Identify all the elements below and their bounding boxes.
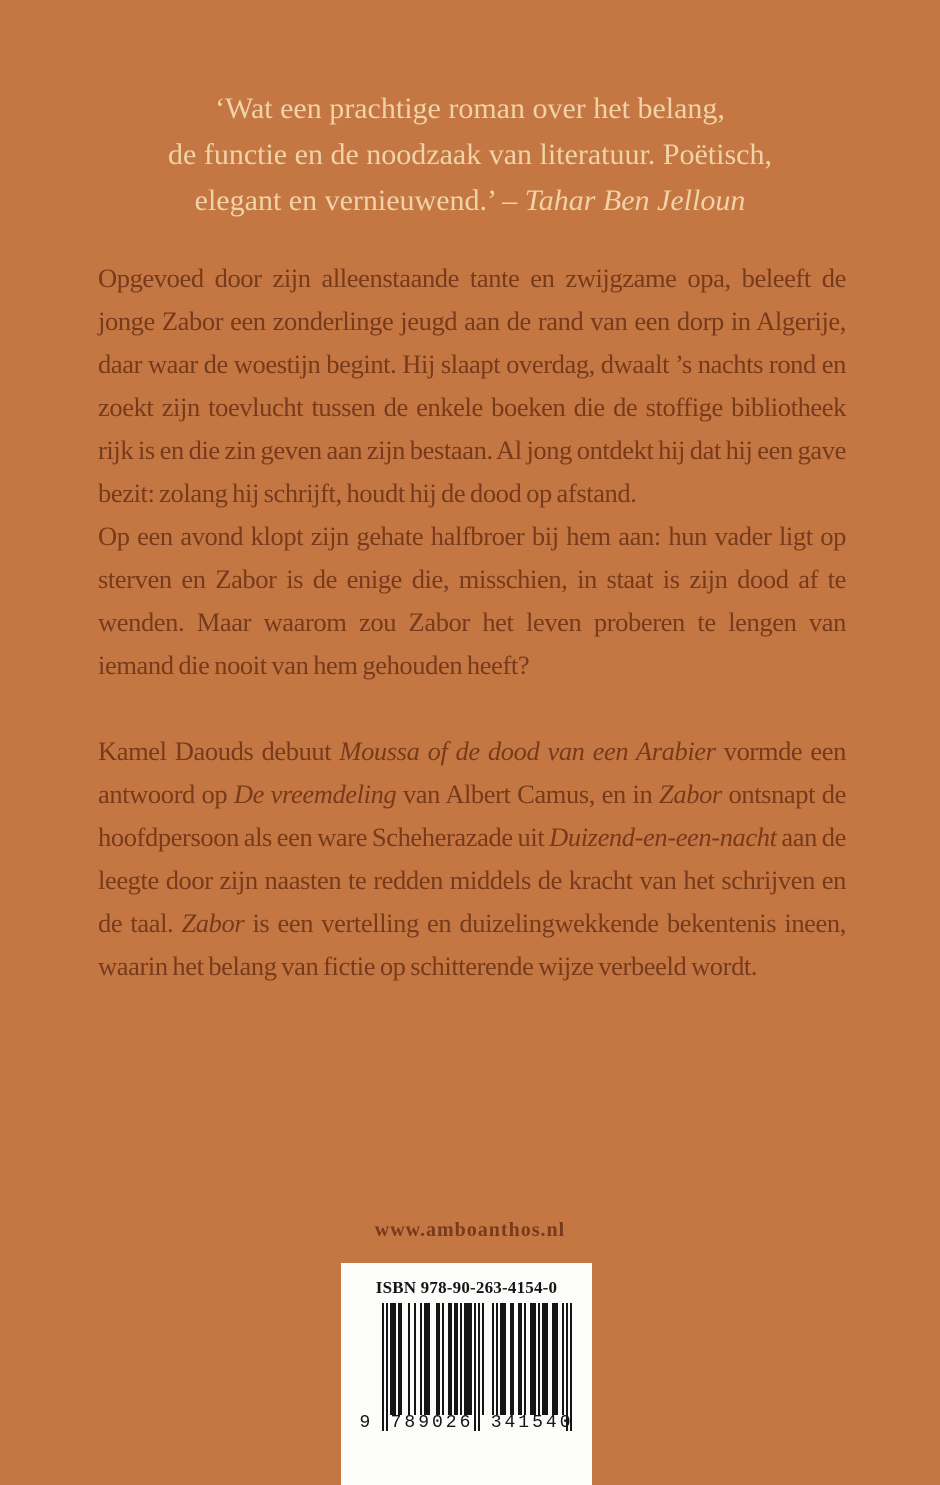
ean-digit-group: 9: [359, 1413, 374, 1433]
isbn-label: ISBN 978-90-263-4154-0: [375, 1278, 558, 1297]
ean13-barcode: [382, 1303, 572, 1431]
isbn-barcode-panel: [341, 1263, 592, 1485]
publisher-website: www.amboanthos.nl: [374, 1219, 566, 1241]
ean-digit-group: 341540: [490, 1413, 574, 1433]
ean-digits: [360, 1413, 574, 1433]
barcode-area: [360, 1303, 574, 1453]
blurb-paragraph: Opgevoed door zijn alleenstaande tante en zwijgzame opa, beleeft de jonge Zabor een zonderlinge jeugd aan de rand van een dorp in Algerije, daar waar de woestijn begint. Hij slaapt overdag, dwaalt ’s nachts rond en zoekt zijn toevlucht tussen de enkele boeken die de stoffige bibliotheek rijk is en die zin geven aan zijn bestaan. Al jong ontdekt hij dat hij een gave bezit: zolang hij schrijft, houdt hij de dood op afstand.: [98, 263, 846, 508]
review-quote: [0, 86, 940, 224]
blurb-paragraph: Kamel Daouds debuut Moussa of de dood van een Arabier vormde een antwoord op De vreemdeling van Albert Camus, en in Zabor ontsnapt de hoofdpersoon als een ware Scheherazade uit Duizend-en-een-nacht aan de leegte door zijn naasten te redden middels de kracht van het schrijven en de taal. Zabor is een vertelling en duizelingwekkende bekentenis ineen, waarin het belang van fictie op schitterende wijze verbeeld wordt.: [98, 736, 847, 981]
blurb-paragraph: Op een avond klopt zijn gehate halfbroer bij hem aan: hun vader ligt op sterven en Zabor is de enige die, misschien, in staat is zijn dood af te wenden. Maar waarom zou Zabor het leven proberen te lengen van iemand die nooit van hem gehouden heeft?: [98, 521, 846, 680]
ean-digit-group: 789026: [390, 1413, 474, 1433]
review-quote-line: elegant en vernieuwend.’ – Tahar Ben Jelloun: [194, 184, 746, 217]
review-quote-line: ‘Wat een prachtige roman over het belang,: [215, 92, 725, 125]
review-quote-line: de functie en de noodzaak van literatuur. Poëtisch,: [168, 138, 772, 171]
blurb: [98, 257, 846, 988]
